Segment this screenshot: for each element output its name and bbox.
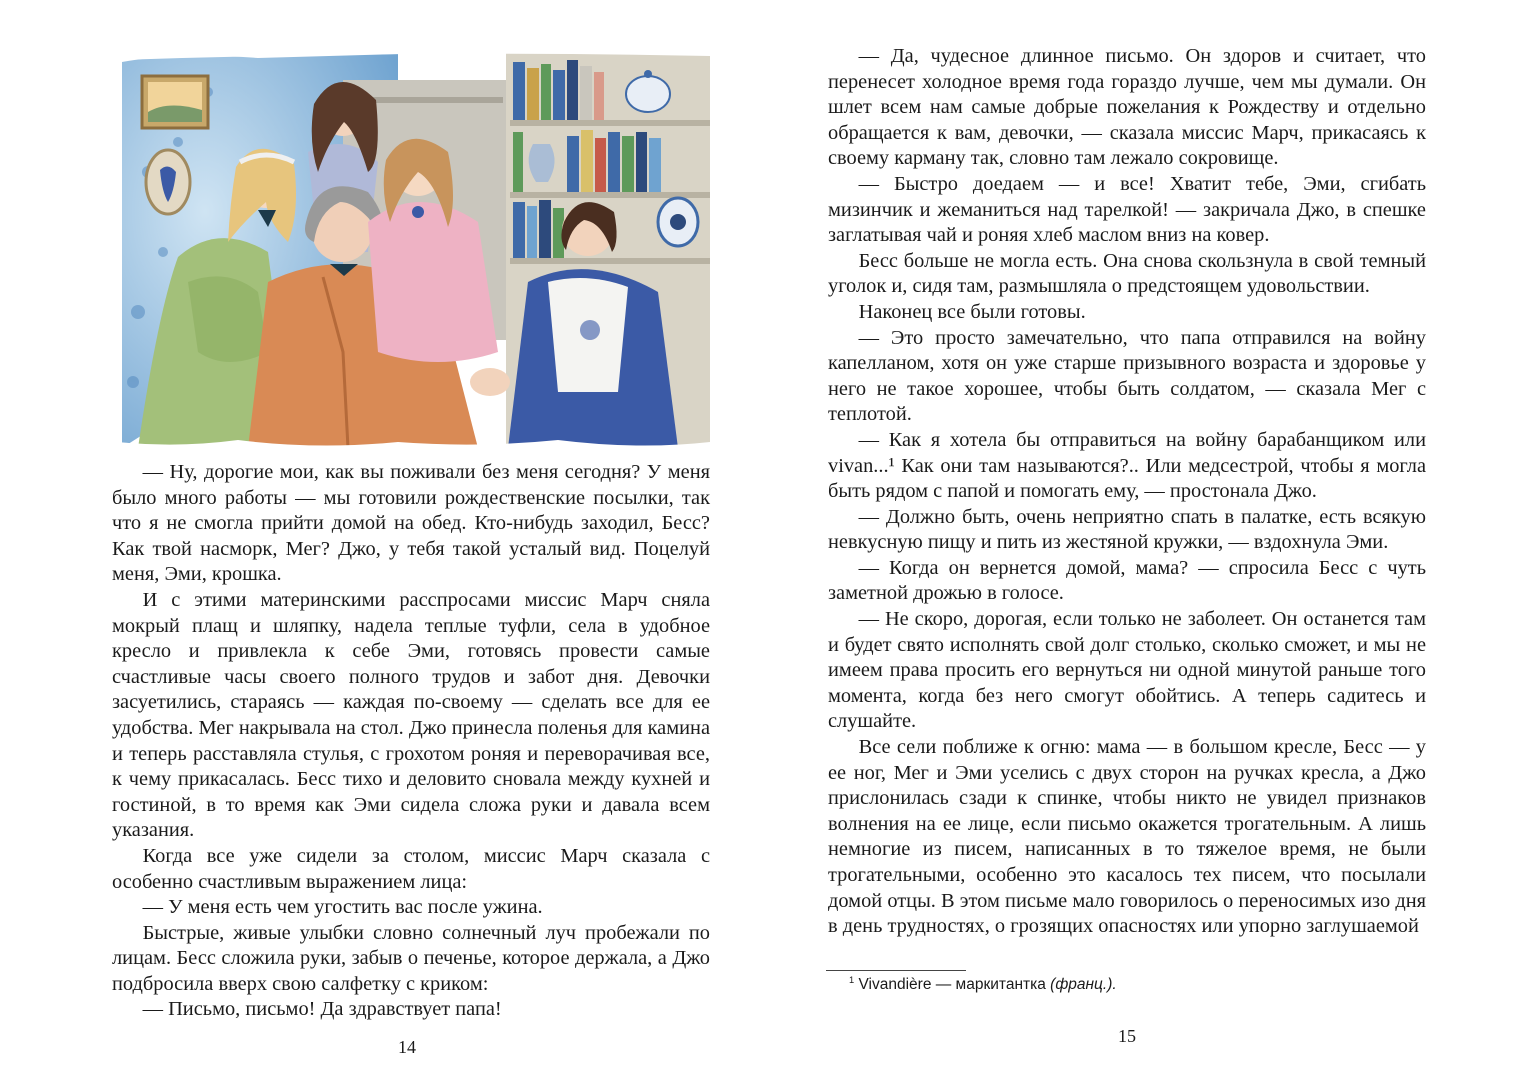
- paragraph: — Не скоро, дорогая, если только не заболеет. Он останется там и будет свято исполнять свой долг столько, сколько сможет, и мы не имеем права просить его вернуться ни одной минутой раньше того момента, когда без него смогут обойтись. А теперь садитесь и слушайте.: [828, 608, 1426, 733]
- footnote-text: Vivandière — маркитантка: [858, 976, 1046, 993]
- page-number-right: 15: [1118, 1026, 1136, 1046]
- paragraph: Наконец все были готовы.: [858, 300, 1086, 323]
- paragraph: — У меня есть чем угостить вас после ужина.: [142, 896, 543, 919]
- paragraph: — Как я хотела бы отправиться на войну барабанщиком или vivan...¹ Как они там называются?.. Или медсестрой, чтобы я могла быть рядом с папой и помогать ему, — простонала Джо.: [828, 428, 1426, 503]
- footnote-marker: 1: [849, 974, 855, 985]
- right-page: [769, 0, 1539, 1080]
- page-number-left: 14: [398, 1037, 416, 1057]
- paragraph: — Письмо, письмо! Да здравствует папа!: [142, 998, 502, 1021]
- paragraph: — Должно быть, очень неприятно спать в палатке, есть всякую невкусную пищу и пить из жестяной кружки, — вздохнула Эми.: [828, 505, 1426, 554]
- left-page-text: [112, 460, 710, 1023]
- paragraph: — Это просто замечательно, что папа отправился на войну капелланом, хотя он уже старше призывного возраста и здоровье у него не такое хорошее, чтобы быть солдатом, — сказала Мег с теплотой.: [828, 326, 1426, 426]
- paragraph: — Быстро доедаем — и все! Хватит тебе, Эми, сгибать мизинчик и жеманиться над тарелкой! — закричала Джо, в спешке заглатывая чай и роняя хлеб маслом вниз на ковер.: [828, 172, 1426, 247]
- footnote: [849, 975, 1117, 995]
- footnote-language: (франц.).: [1050, 976, 1117, 993]
- paragraph: Бесс больше не могла есть. Она снова скользнула в свой темный уголок и, сидя там, размышляла о предстоящем удовольствии.: [828, 249, 1426, 298]
- paragraph: — Когда он вернется домой, мама? — спросила Бесс с чуть заметной дрожью в голосе.: [828, 556, 1426, 605]
- paragraph: Когда все уже сидели за столом, миссис Марч сказала с особенно счастливым выражением лица:: [112, 844, 710, 893]
- right-page-text: [828, 44, 1426, 940]
- left-page: [0, 0, 769, 1080]
- illustration-four-sisters-mother-reading-letter: [118, 52, 710, 448]
- paragraph: Быстрые, живые улыбки словно солнечный луч пробежали по лицам. Бесс сложила руки, забыв о печенье, которое держала, а Джо подбросила вверх свою салфетку с криком:: [112, 921, 710, 995]
- book-illustration: [118, 52, 710, 448]
- paragraph: И с этими материнскими расспросами миссис Марч сняла мокрый плащ и шляпку, надела теплые туфли, села в удобное кресло и привлекла к себе Эми, готовясь провести самые счастливые часы своего полного трудов и забот дня. Девочки засуетились, стараясь — каждая по-своему — сделать все для ее удобства. Мег накрывала на стол. Джо принесла поленья для камина и теперь расставляла стулья, с грохотом роняя и переворачивая все, к чему прикасалась. Бесс тихо и деловито сновала между кухней и гостиной, в то время как Эми сидела сложа руки и давала всем указания.: [112, 588, 710, 842]
- footnote-divider: [826, 970, 966, 971]
- paragraph: — Ну, дорогие мои, как вы поживали без меня сегодня? У меня было много работы — мы готовили рождественские посылки, так что я не смогла прийти домой на обед. Кто-нибудь заходил, Бесс? Как твой насморк, Мег? Джо, у тебя такой усталый вид. Поцелуй меня, Эми, крошка.: [112, 461, 710, 586]
- paragraph: Все сели поближе к огню: мама — в большом кресле, Бесс — у ее ног, Мег и Эми уселись с двух сторон на ручках кресла, а Джо прислонилась сзади к спинке, чтобы никто не увидел признаков волнения на ее лице, если письмо окажется трогательным. А лишь немногие из писем, написанных в то тяжелое время, не были трогательными, особенно это касалось тех писем, что посылали домой отцы. В этом письме мало говорилось о переносимых изо дня в день трудностях, о грозящих опасностях или упорно заглушаемой: [828, 736, 1426, 938]
- paragraph: — Да, чудесное длинное письмо. Он здоров и считает, что перенесет холодное время года гораздо лучше, чем мы думали. Он шлет всем нам самые добрые пожелания к Рождеству и отдельно обращается к вам, девочки, — сказала миссис Марч, прикасаясь к своему карману так, словно там лежало сокровище.: [828, 45, 1426, 170]
